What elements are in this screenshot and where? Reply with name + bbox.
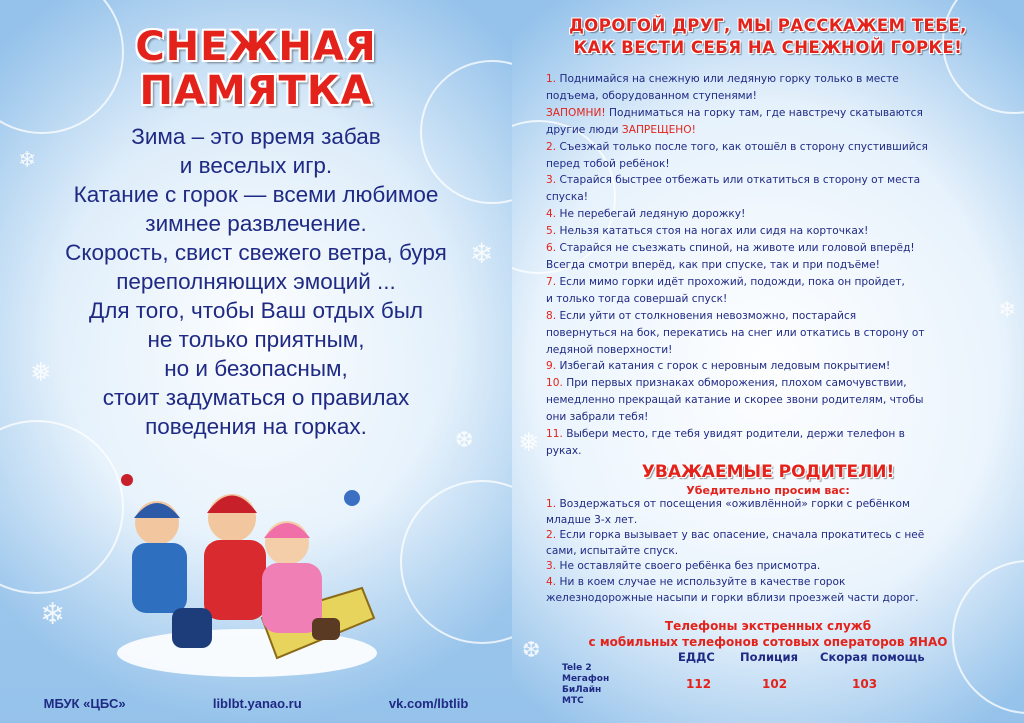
phones-heading-line-2: с мобильных телефонов сотовых операторов ЯНАО — [588, 635, 948, 649]
item-number: 6. — [546, 242, 557, 255]
left-footer — [0, 696, 512, 711]
phones-heading-line-1: Телефоны экстренных служб — [664, 619, 872, 633]
title-line-1: СНЕЖНАЯ — [135, 24, 377, 70]
intro-line: и веселых игр. — [179, 153, 333, 178]
phone-police[interactable]: 102 — [762, 677, 788, 691]
list-line — [546, 544, 1008, 560]
operator-name: Мегафон — [562, 674, 610, 684]
list-line — [546, 375, 1008, 392]
item-text: Выбери место, где тебя увидят родители, держи телефон в — [562, 428, 905, 441]
list-line — [546, 291, 1008, 308]
snowflake-icon: ❆ — [455, 428, 474, 453]
item-number: 2. — [546, 529, 557, 542]
item-text: младше 3-х лет. — [546, 513, 638, 526]
item-number: 4. — [546, 208, 557, 221]
list-line — [546, 559, 1008, 575]
item-text: Поднимайся на снежную или ледяную горку только в месте — [556, 73, 899, 85]
list-line — [546, 156, 1008, 173]
list-line — [546, 591, 1008, 607]
column-ambulance: Скорая помощь — [820, 650, 925, 664]
emergency-phones-heading — [512, 618, 1024, 650]
item-number: 9. — [546, 360, 557, 373]
intro-line: но и безопасным, — [164, 356, 348, 381]
intro-line: стоит задуматься о правилах — [102, 385, 410, 410]
list-line — [546, 443, 1008, 460]
list-line — [546, 105, 1008, 122]
item-text: При первых признаках обморожения, плохом самочувствии, — [562, 377, 907, 390]
intro-text — [20, 122, 492, 441]
list-line — [546, 575, 1008, 591]
item-text: повернуться на бок, перекатись на снег или откатись в сторону от — [546, 326, 925, 339]
item-emphasis: ЗАПРЕЩЕНО! — [621, 123, 696, 136]
item-text: перед тобой ребёнок! — [546, 157, 670, 170]
list-line — [546, 342, 1008, 359]
list-line — [546, 325, 1008, 342]
item-number: 5. — [546, 225, 557, 238]
item-number: 4. — [546, 575, 557, 588]
operator-name: БиЛайн — [562, 685, 602, 695]
rules-heading-line-2: КАК ВЕСТИ СЕБЯ НА СНЕЖНОЙ ГОРКЕ! — [573, 38, 963, 57]
item-number: 10. — [546, 377, 563, 390]
rules-heading-line-1: ДОРОГОЙ ДРУГ, МЫ РАССКАЖЕМ ТЕБЕ, — [569, 16, 967, 35]
item-text: они забрали тебя! — [546, 411, 649, 424]
list-line — [546, 497, 1008, 513]
column-edds: ЕДДС — [678, 650, 715, 664]
item-text: подъема, оборудованном ступенями! — [546, 89, 757, 102]
parents-heading: УВАЖАЕМЫЕ РОДИТЕЛИ! — [641, 462, 895, 482]
item-text: Избегай катания с горок с неровным ледовым покрытием! — [556, 360, 891, 373]
list-line — [546, 206, 1008, 223]
item-number: 11. — [546, 428, 563, 441]
item-text: руках. — [546, 444, 582, 457]
item-number: 2. — [546, 140, 557, 153]
item-text: ледяной поверхности! — [546, 343, 673, 356]
item-number: 8. — [546, 309, 557, 322]
list-line — [546, 88, 1008, 105]
column-police: Полиция — [740, 650, 798, 664]
item-text: и только тогда совершай спуск! — [546, 292, 728, 305]
item-text: Если мимо горки идёт прохожий, подожди, пока он пройдет, — [556, 275, 905, 288]
item-text: Не оставляйте своего ребёнка без присмотра. — [556, 560, 821, 573]
snowflake-icon: ❅ — [518, 428, 540, 458]
vk-link[interactable]: vk.com/lbtlib — [388, 696, 469, 711]
intro-line: переполняющих эмоций ... — [116, 269, 396, 294]
snowflake-icon: ❆ — [522, 638, 541, 663]
list-line — [546, 528, 1008, 544]
item-text: Нельзя кататься стоя на ногах или сидя на корточках! — [556, 225, 869, 238]
list-line — [546, 409, 1008, 426]
item-text: сами, испытайте спуск. — [546, 544, 679, 557]
list-line — [546, 139, 1008, 156]
item-text: Ни в коем случае не используйте в качестве горок — [556, 575, 846, 588]
title-line-2: ПАМЯТКА — [139, 68, 373, 114]
list-line — [546, 240, 1008, 257]
item-number: 1. — [546, 498, 557, 510]
item-text: немедленно прекращай катание и скорее звони родителям, чтобы — [546, 394, 924, 407]
intro-line: Зима – это время забав — [131, 124, 381, 149]
snowflake-icon: ❅ — [30, 358, 52, 388]
list-line — [546, 274, 1008, 291]
list-line — [546, 513, 1008, 529]
list-line — [546, 122, 1008, 139]
operators-list — [562, 663, 609, 707]
item-text: Подниматься на горку там, где навстречу скатываются — [605, 106, 923, 119]
snowflake-icon: ❄ — [40, 597, 66, 632]
snowflake-icon: ❄ — [998, 298, 1017, 323]
list-line — [546, 308, 1008, 325]
item-text: другие люди — [546, 123, 622, 136]
operator-name: МТС — [562, 696, 584, 706]
item-text: спуска! — [546, 191, 588, 204]
phone-ambulance[interactable]: 103 — [852, 677, 878, 691]
parents-list — [546, 497, 1008, 606]
list-line — [546, 223, 1008, 240]
item-number: 1. — [546, 73, 557, 85]
list-line — [546, 172, 1008, 189]
list-line — [546, 358, 1008, 375]
intro-line: Для того, чтобы Ваш отдых был — [88, 298, 424, 323]
right-panel — [512, 0, 1024, 723]
frost-swirl — [0, 420, 124, 594]
intro-line: поведения на горках. — [145, 414, 367, 439]
list-line — [546, 71, 1008, 88]
snowflake-icon: ❄ — [18, 148, 37, 173]
item-text: Старайся не съезжать спиной, на животе или головой вперёд! — [556, 242, 915, 255]
item-text: железнодорожные насыпи и горки вблизи проезжей части дорог. — [546, 591, 919, 604]
item-number: 3. — [546, 174, 557, 187]
item-text: Если уйти от столкновения невозможно, постарайся — [556, 309, 857, 322]
organization-name: МБУК «ЦБС» — [43, 696, 126, 711]
rules-list — [546, 71, 1008, 460]
list-line — [546, 189, 1008, 206]
item-number: 7. — [546, 275, 557, 288]
intro-line: не только приятным, — [147, 327, 365, 352]
list-line — [546, 392, 1008, 409]
parents-subheading: Убедительно просим вас: — [686, 484, 850, 497]
list-line — [546, 257, 1008, 274]
item-number: ЗАПОМНИ! — [546, 106, 606, 119]
website-link[interactable]: liblbt.yanao.ru — [212, 696, 302, 711]
frost-swirl — [400, 480, 513, 644]
intro-line: зимнее развлечение. — [145, 211, 367, 236]
item-number: 3. — [546, 560, 557, 573]
intro-line: Скорость, свист свежего ветра, буря — [65, 240, 447, 265]
item-text: Съезжай только после того, как отошёл в сторону спустившийся — [556, 140, 928, 153]
list-line — [546, 426, 1008, 443]
item-text: Воздержаться от посещения «оживлённой» горки с ребёнком — [556, 498, 910, 510]
item-text: Если горка вызывает у вас опасение, сначала прокатитесь с неё — [556, 529, 925, 542]
operator-name: Tele 2 — [562, 663, 592, 673]
intro-line: Катание с горок — всеми любимое — [73, 182, 439, 207]
item-text: Старайся быстрее отбежать или откатиться в сторону от места — [556, 174, 921, 187]
item-text: Всегда смотри вперёд, как при спуске, так и при подъёме! — [546, 258, 880, 271]
phone-edds[interactable]: 112 — [686, 677, 712, 691]
snowflake-icon: ❄ — [470, 237, 494, 270]
children-sledding-illustration — [112, 468, 382, 678]
item-text: Не перебегай ледяную дорожку! — [556, 208, 746, 221]
